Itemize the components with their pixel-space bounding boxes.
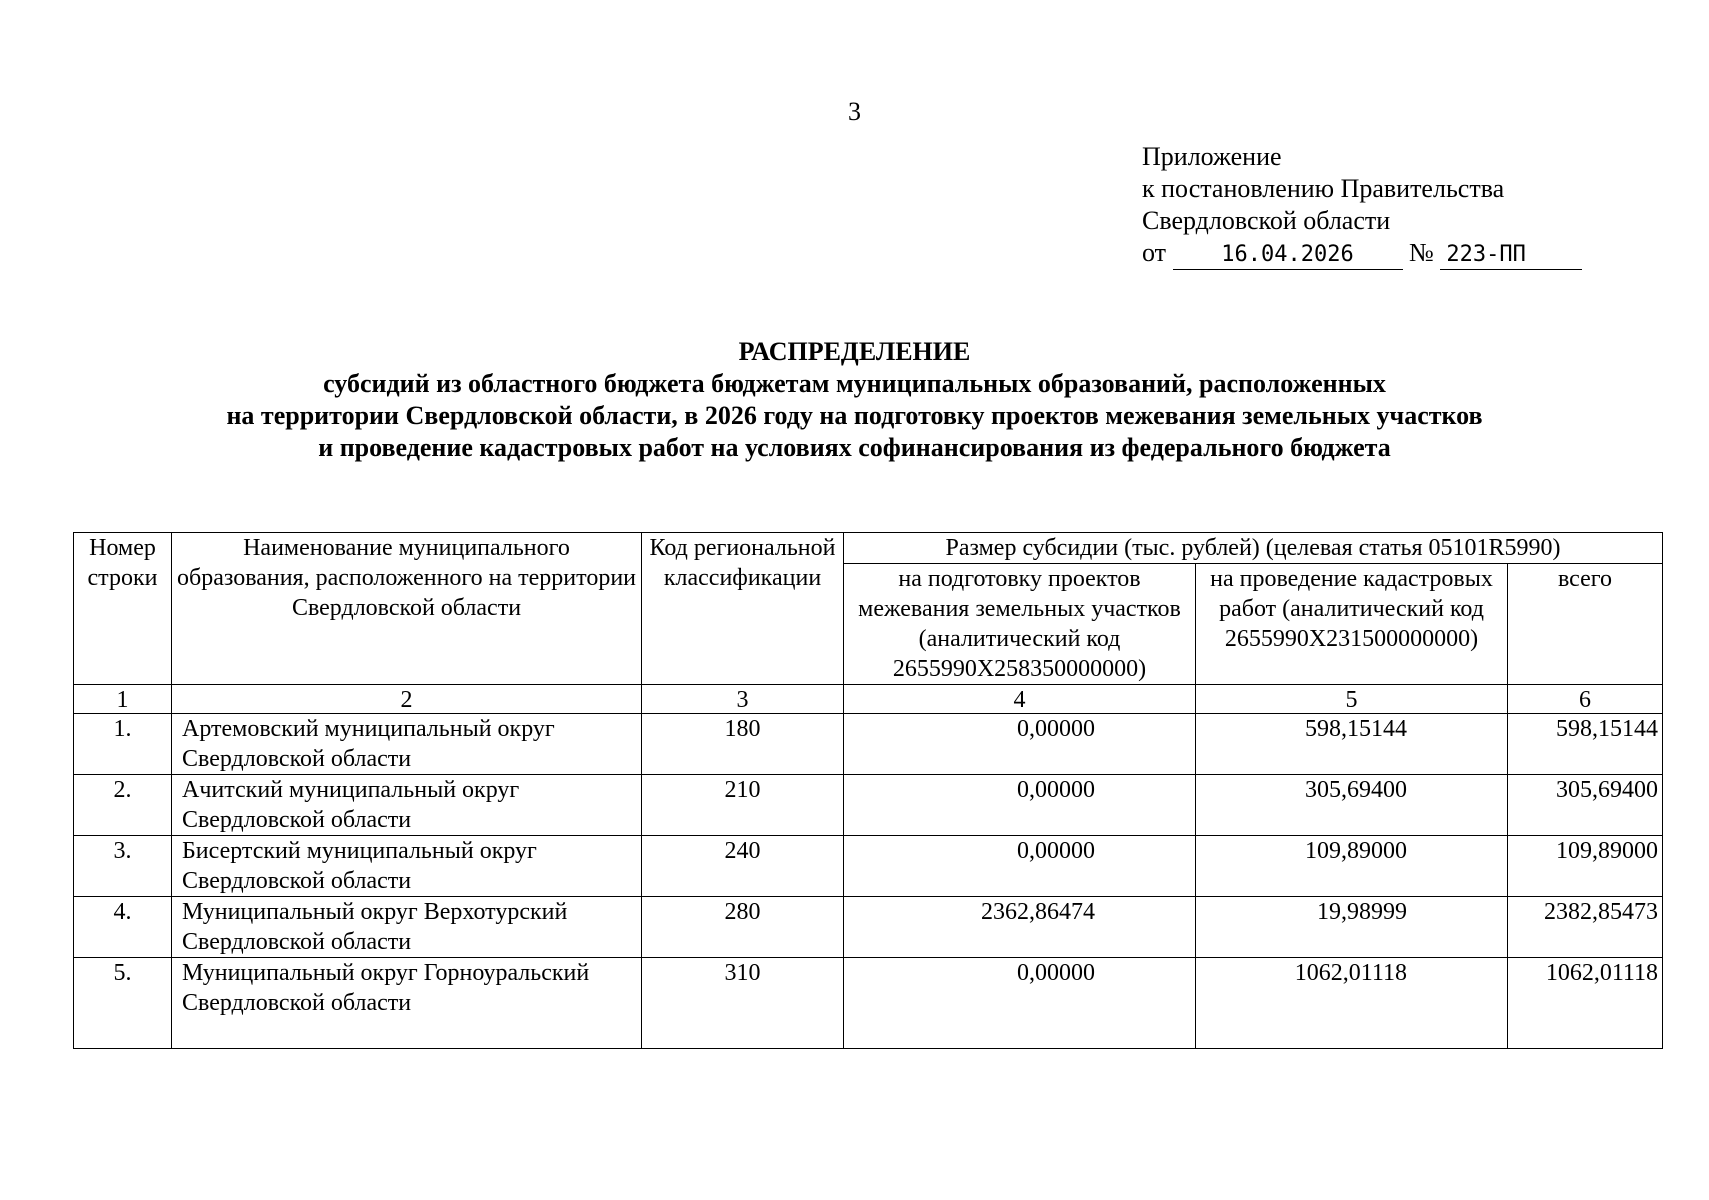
total-amount-cell: 305,69400 <box>1508 775 1663 836</box>
appendix-date-line <box>1142 237 1602 270</box>
date-prefix: от <box>1142 238 1167 267</box>
appendix-line-1: Приложение <box>1142 142 1282 171</box>
column-number: 4 <box>844 685 1196 714</box>
appendix-block <box>1142 141 1602 270</box>
total-amount-cell: 598,15144 <box>1508 714 1663 775</box>
title-line-2: на территории Свердловской области, в 2026 году на подготовку проектов межевания земельных участков <box>226 401 1483 430</box>
column-number: 1 <box>74 685 172 714</box>
municipality-name-cell: Бисертский муниципальный округ Свердловской области <box>172 836 642 897</box>
date-value: 16.04.2026 <box>1173 241 1403 270</box>
cadastral-amount-cell: 305,69400 <box>1196 775 1508 836</box>
column-number: 6 <box>1508 685 1663 714</box>
survey-amount-cell: 0,00000 <box>844 775 1196 836</box>
header-total: всего <box>1508 564 1663 685</box>
title-line-3: и проведение кадастровых работ на условиях софинансирования из федерального бюджета <box>318 433 1391 462</box>
total-amount-cell: 1062,01118 <box>1508 958 1663 1049</box>
header-row-1 <box>74 533 1663 564</box>
survey-amount-cell: 0,00000 <box>844 958 1196 1049</box>
cadastral-amount-cell: 19,98999 <box>1196 897 1508 958</box>
page-number: 3 <box>848 97 861 126</box>
survey-amount-cell: 0,00000 <box>844 714 1196 775</box>
code-cell: 180 <box>642 714 844 775</box>
code-cell: 280 <box>642 897 844 958</box>
column-number-row <box>74 685 1663 714</box>
number-value: 223-ПП <box>1440 241 1582 270</box>
row-number-cell: 3. <box>74 836 172 897</box>
cadastral-amount-cell: 598,15144 <box>1196 714 1508 775</box>
municipality-name-cell: Артемовский муниципальный округ Свердловской области <box>172 714 642 775</box>
header-name: Наименование муниципального образования, расположенного на территории Свердловской области <box>172 533 642 685</box>
cadastral-amount-cell: 1062,01118 <box>1196 958 1508 1049</box>
cadastral-amount-cell: 109,89000 <box>1196 836 1508 897</box>
appendix-line-3: Свердловской области <box>1142 206 1391 235</box>
code-cell: 310 <box>642 958 844 1049</box>
municipality-name-cell: Ачитский муниципальный округ Свердловской области <box>172 775 642 836</box>
column-number: 2 <box>172 685 642 714</box>
table-row <box>74 836 1663 897</box>
table-row <box>74 714 1663 775</box>
number-sign: № <box>1409 238 1434 267</box>
title-heading: РАСПРЕДЕЛЕНИЕ <box>738 337 971 366</box>
header-survey: на подготовку проектов межевания земельных участков (аналитический код 2655990X258350000000) <box>844 564 1196 685</box>
document-title <box>0 336 1709 464</box>
column-number: 3 <box>642 685 844 714</box>
total-amount-cell: 109,89000 <box>1508 836 1663 897</box>
table-row <box>74 775 1663 836</box>
code-cell: 240 <box>642 836 844 897</box>
header-subsidy: Размер субсидии (тыс. рублей) (целевая статья 05101R5990) <box>844 533 1663 564</box>
survey-amount-cell: 2362,86474 <box>844 897 1196 958</box>
survey-amount-cell: 0,00000 <box>844 836 1196 897</box>
appendix-line-2: к постановлению Правительства <box>1142 174 1505 203</box>
header-row-number: Номер строки <box>74 533 172 685</box>
table-row <box>74 897 1663 958</box>
table-row <box>74 958 1663 1049</box>
municipality-name-cell: Муниципальный округ Горноуральский Свердловской области <box>172 958 642 1049</box>
title-line-1: субсидий из областного бюджета бюджетам муниципальных образований, расположенных <box>323 369 1386 398</box>
code-cell: 210 <box>642 775 844 836</box>
distribution-table <box>73 532 1663 1049</box>
header-code: Код региональной классификации <box>642 533 844 685</box>
header-cadastral: на проведение кадастровых работ (аналитический код 2655990X231500000000) <box>1196 564 1508 685</box>
row-number-cell: 4. <box>74 897 172 958</box>
row-number-cell: 5. <box>74 958 172 1049</box>
column-number: 5 <box>1196 685 1508 714</box>
row-number-cell: 1. <box>74 714 172 775</box>
row-number-cell: 2. <box>74 775 172 836</box>
total-amount-cell: 2382,85473 <box>1508 897 1663 958</box>
municipality-name-cell: Муниципальный округ Верхотурский Свердловской области <box>172 897 642 958</box>
